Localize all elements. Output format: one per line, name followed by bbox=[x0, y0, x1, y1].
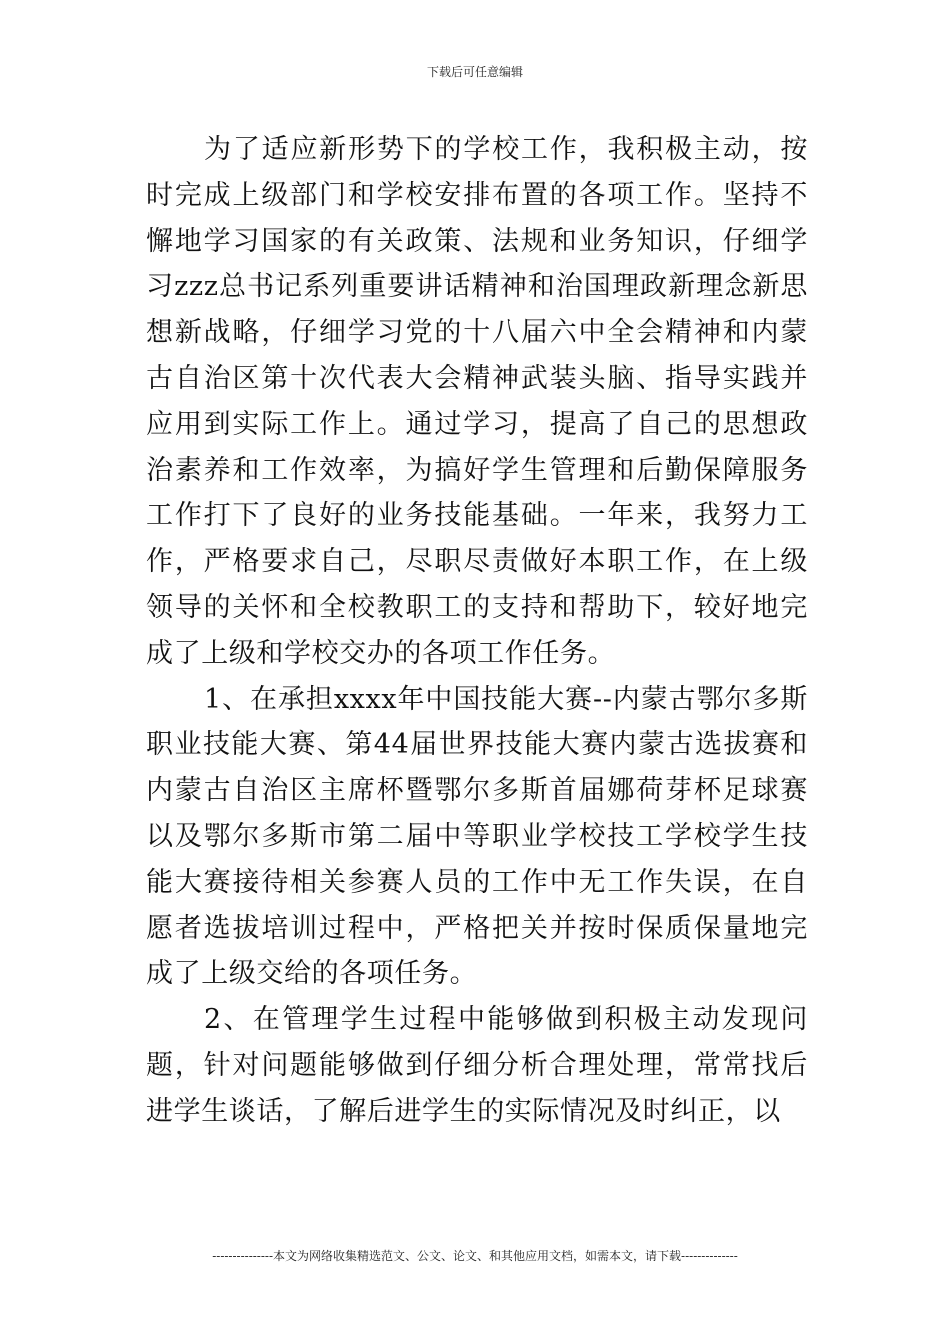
paragraph-intro: 为了适应新形势下的学校工作，我积极主动，按时完成上级部门和学校安排布置的各项工作。坚持不懈地学习国家的有关政策、法规和业务知识，仔细学习zzz总书记系列重要讲话精神和治国理政新理念新思想新战略，仔细学习党的十八届六中全会精神和内蒙古自治区第十次代表大会精神武装头脑、指导实践并应用到实际工作上。通过学习，提高了自己的思想政治素养和工作效率，为搞好学生管理和后勤保障服务工作打下了良好的业务技能基础。一年来，我努力工作，严格要求自己，尽职尽责做好本职工作，在上级领导的关怀和全校教职工的支持和帮助下，较好地完成了上级和学校交办的各项工作任务。 bbox=[146, 134, 808, 669]
page-footer: ---------------本文为网络收集精选范文、公文、论文、和其他应用文档，如需本文，请下载-------------- bbox=[212, 1249, 738, 1263]
paragraph-item-2: 2、在管理学生过程中能够做到积极主动发现问题，针对问题能够做到仔细分析合理处理，常常找后进学生谈话，了解后进学生的实际情况及时纠正，以 bbox=[146, 1004, 808, 1127]
paragraph-item-1: 1、在承担xxxx年中国技能大赛--内蒙古鄂尔多斯职业技能大赛、第44届世界技能大赛内蒙古选拔赛和内蒙古自治区主席杯暨鄂尔多斯首届娜荷芽杯足球赛以及鄂尔多斯市第二届中等职业学校技工学校学生技能大赛接待相关参赛人员的工作中无工作失误，在自愿者选拔培训过程中，严格把关并按时保质保量地完成了上级交给的各项任务。 bbox=[146, 683, 808, 990]
document-body bbox=[146, 127, 808, 1135]
page-header: 下载后可任意编辑 bbox=[426, 65, 523, 79]
